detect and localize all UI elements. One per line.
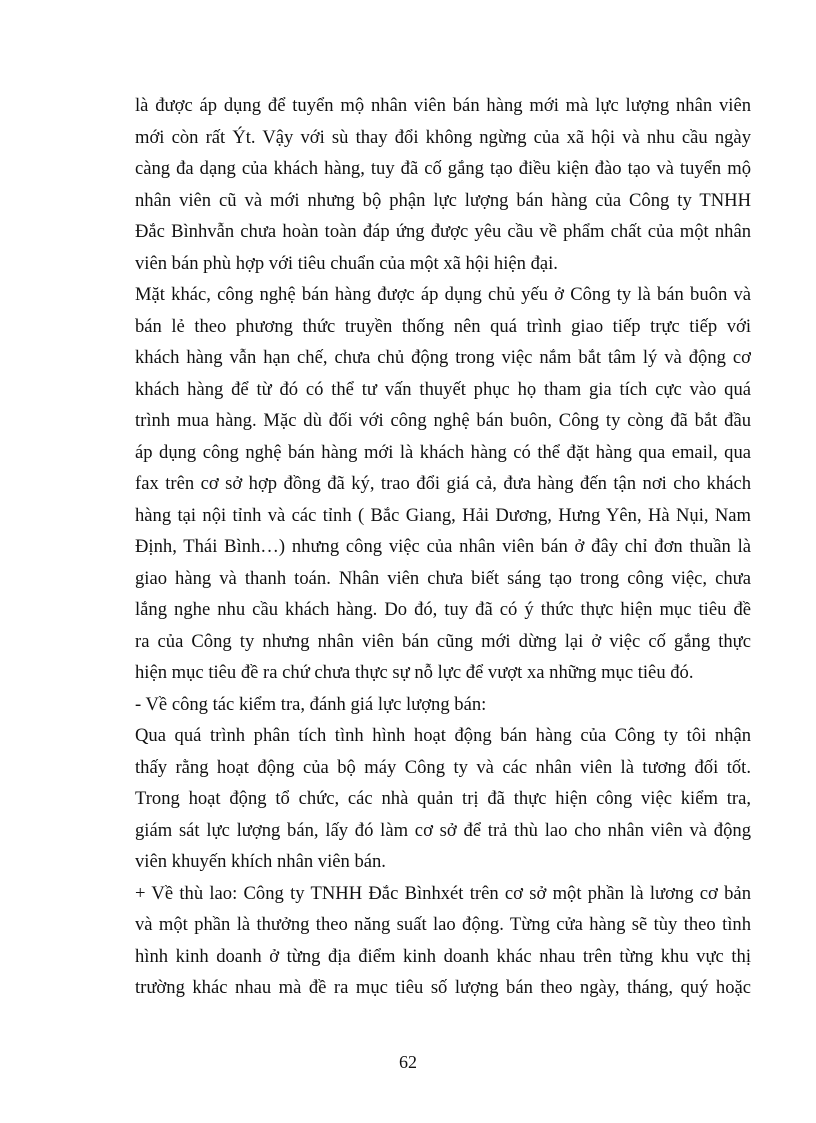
text-line: khách hàng vẫn hạn chế, chưa chủ động trong việc nắm bắt tâm lý và động cơ <box>135 347 751 368</box>
text-line: trường khác nhau mà đề ra mục tiêu số lượng bán theo ngày, tháng, quý hoặc <box>135 977 751 998</box>
text-line: bán lẻ theo phương thức truyền thống nên quá trình giao tiếp trực tiếp với <box>135 315 751 337</box>
text-line: ra của Công ty nhưng nhân viên bán cũng mới dừng lại ở việc cố gắng thực <box>135 630 751 652</box>
text-line: nhân viên cũ và mới nhưng bộ phận lực lượng bán hàng của Công ty TNHH <box>135 189 751 211</box>
text-line: viên bán phù hợp với tiêu chuẩn của một xã hội hiện đại. <box>135 252 558 274</box>
text-line: hiện mục tiêu đề ra chứ chưa thực sự nỗ lực để vượt xa những mục tiêu đó. <box>135 662 694 683</box>
text-line: hình kinh doanh ở từng địa điểm kinh doanh khác nhau trên từng khu vực thị <box>135 945 751 967</box>
text-line: Đắc Bìnhvẫn chưa hoàn toàn đáp ứng được yêu cầu về phẩm chất của một nhân <box>135 221 751 242</box>
text-line: áp dụng công nghệ bán hàng mới là khách hàng có thể đặt hàng qua email, qua <box>135 441 751 463</box>
text-line: thấy rằng hoạt động của bộ máy Công ty và các nhân viên là tương đối tốt. <box>135 756 751 778</box>
text-line: fax trên cơ sở hợp đồng đã ký, trao đổi giá cả, đưa hàng đến tận nơi cho khách <box>135 473 751 494</box>
text-line: lắng nghe nhu cầu khách hàng. Do đó, tuy đã có ý thức thực hiện mục tiêu đề <box>135 599 751 620</box>
text-line: + Về thù lao: Công ty TNHH Đắc Bìnhxét trên cơ sở một phần là lương cơ bản <box>135 882 751 904</box>
text-line: giám sát lực lượng bán, lấy đó làm cơ sở để trả thù lao cho nhân viên và động <box>135 819 751 841</box>
text-line: Mặt khác, công nghệ bán hàng được áp dụng chủ yếu ở Công ty là bán buôn và <box>135 284 751 305</box>
text-line: Trong hoạt động tổ chức, các nhà quản trị đã thực hiện công việc kiểm tra, <box>135 788 751 809</box>
text-line: trình mua hàng. Mặc dù đối với công nghệ bán buôn, Công ty còng đã bắt đầu <box>135 410 751 431</box>
text-line: mới còn rất Ýt. Vậy với sù thay đổi không ngừng của xã hội và nhu cầu ngày <box>135 126 751 148</box>
page-number: 62 <box>399 1052 417 1072</box>
body-text <box>135 90 751 1004</box>
text-line: càng đa dạng của khách hàng, tuy đã cố gắng tạo điều kiện đào tạo và tuyển mộ <box>135 158 751 179</box>
text-line: là được áp dụng để tuyển mộ nhân viên bán hàng mới mà lực lượng nhân viên <box>135 95 751 116</box>
text-line: Định, Thái Bình…) nhưng công việc của nhân viên bán ở đây chỉ đơn thuần là <box>135 536 751 557</box>
text-line: giao hàng và thanh toán. Nhân viên chưa biết sáng tạo trong công việc, chưa <box>135 567 751 589</box>
text-line: hàng tại nội tỉnh và các tỉnh ( Bắc Giang, Hải Dương, Hưng Yên, Hà Nụi, Nam <box>135 504 751 526</box>
text-line: viên khuyến khích nhân viên bán. <box>135 851 386 872</box>
text-line: khách hàng để từ đó có thể tư vấn thuyết phục họ tham gia tích cực vào quá <box>135 378 751 400</box>
text-line: Qua quá trình phân tích tình hình hoạt động bán hàng của Công ty tôi nhận <box>135 725 751 746</box>
text-line: - Về công tác kiểm tra, đánh giá lực lượng bán: <box>135 693 487 715</box>
text-line: và một phần là thưởng theo năng suất lao động. Từng cửa hàng sẽ tùy theo tình <box>135 914 751 935</box>
